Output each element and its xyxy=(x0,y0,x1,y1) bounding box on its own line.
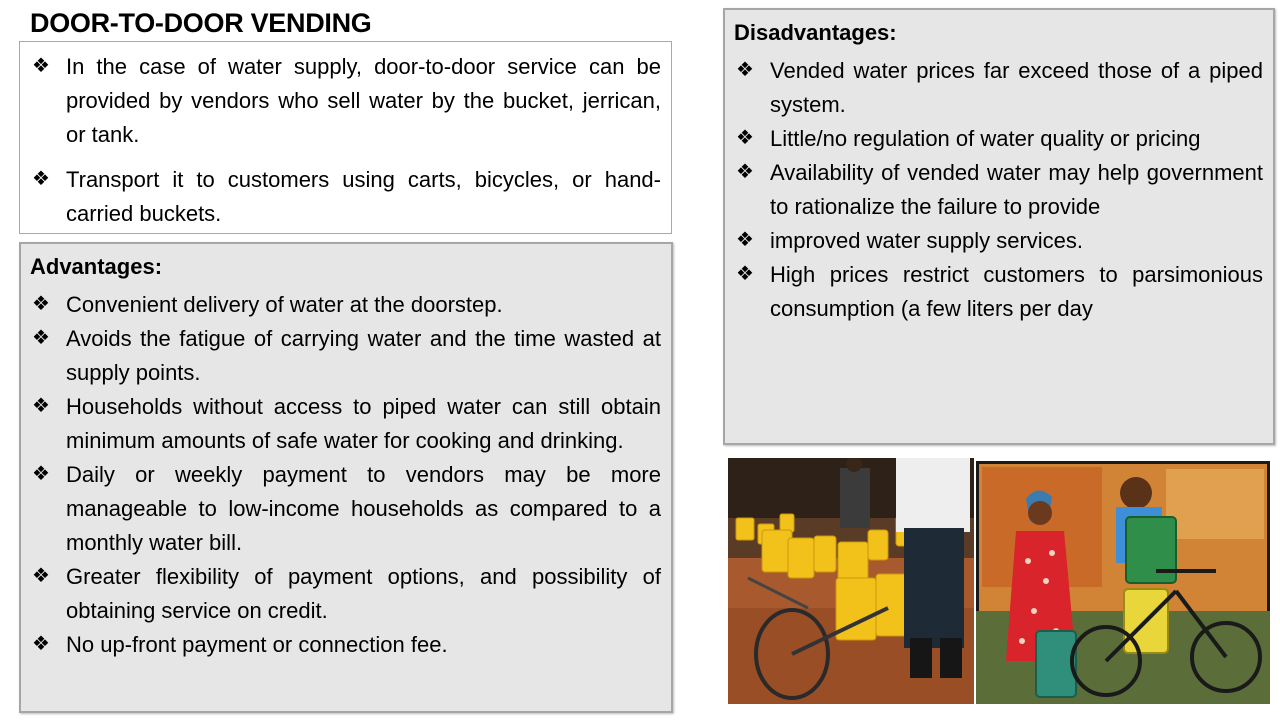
water-vendor-photo xyxy=(728,458,974,704)
diamond-bullet-icon: ❖ xyxy=(736,59,754,81)
list-item: ❖ High prices restrict customers to parsimonious consumption (a few liters per day xyxy=(734,258,1263,326)
advantages-list xyxy=(30,288,661,662)
diamond-bullet-icon: ❖ xyxy=(32,565,50,587)
intro-list xyxy=(30,50,661,231)
diamond-bullet-icon: ❖ xyxy=(736,161,754,183)
vendor-painting-illustration xyxy=(976,461,1270,704)
list-item: ❖ In the case of water supply, door-to-door service can be provided by vendors who sell water by the bucket, jerrican, or tank. xyxy=(30,50,661,152)
list-item: ❖ Little/no regulation of water quality or pricing xyxy=(734,122,1263,156)
diamond-bullet-icon: ❖ xyxy=(736,263,754,285)
diamond-bullet-icon: ❖ xyxy=(32,463,50,485)
diamond-bullet-icon: ❖ xyxy=(736,127,754,149)
list-item: ❖ improved water supply services. xyxy=(734,224,1263,258)
water-vendor-photo-illustration xyxy=(728,458,974,704)
list-item: ❖ Greater flexibility of payment options, and possibility of obtaining service on credit. xyxy=(30,560,661,628)
disadvantages-box xyxy=(723,8,1275,445)
disadvantages-heading: Disadvantages: xyxy=(734,20,897,45)
diamond-bullet-icon: ❖ xyxy=(32,395,50,417)
list-item: ❖ Households without access to piped water can still obtain minimum amounts of safe water for cooking and drinking. xyxy=(30,390,661,458)
diamond-bullet-icon: ❖ xyxy=(32,293,50,315)
list-item: ❖ Vended water prices far exceed those of a piped system. xyxy=(734,54,1263,122)
diamond-bullet-icon: ❖ xyxy=(32,633,50,655)
diamond-bullet-icon: ❖ xyxy=(736,229,754,251)
slide-title: DOOR-TO-DOOR VENDING xyxy=(30,8,372,38)
list-item: ❖ Daily or weekly payment to vendors may be more manageable to low-income households as compared to a monthly water bill. xyxy=(30,458,661,560)
disadvantages-list xyxy=(734,54,1263,326)
diamond-bullet-icon: ❖ xyxy=(32,327,50,349)
vendor-painting xyxy=(976,461,1270,704)
list-item: ❖ Availability of vended water may help government to rationalize the failure to provide xyxy=(734,156,1263,224)
list-item: ❖ Convenient delivery of water at the doorstep. xyxy=(30,288,661,322)
advantages-heading: Advantages: xyxy=(30,254,163,279)
diamond-bullet-icon: ❖ xyxy=(32,55,50,77)
diamond-bullet-icon: ❖ xyxy=(32,168,50,190)
advantages-box xyxy=(19,242,673,713)
intro-box xyxy=(19,41,672,234)
list-item: ❖ Transport it to customers using carts, bicycles, or hand-carried buckets. xyxy=(30,163,661,231)
list-item: ❖ Avoids the fatigue of carrying water and the time wasted at supply points. xyxy=(30,322,661,390)
list-item: ❖ No up-front payment or connection fee. xyxy=(30,628,661,662)
